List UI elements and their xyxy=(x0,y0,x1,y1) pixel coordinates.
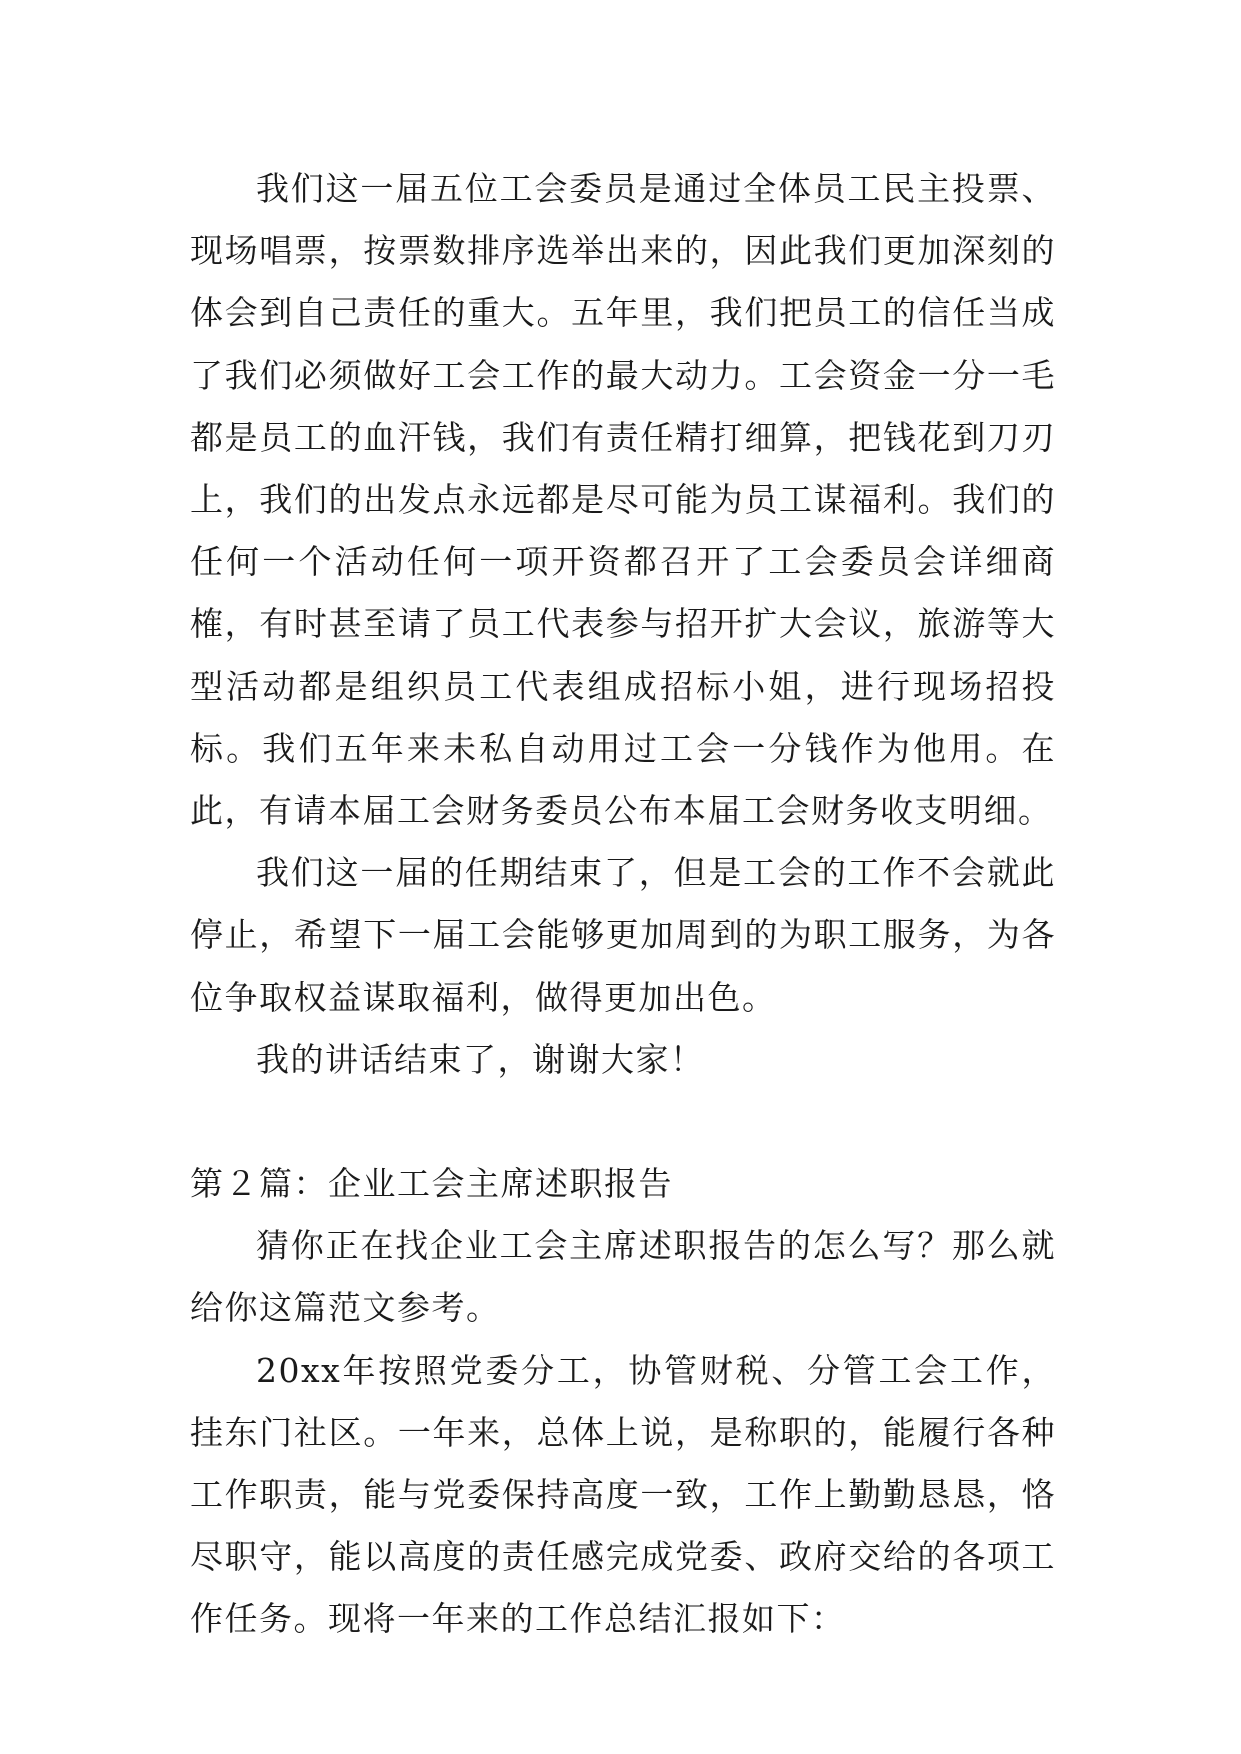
paragraph-intro: 猜你正在找企业工会主席述职报告的怎么写？那么就给你这篇范文参考。 xyxy=(190,1226,1056,1328)
document-page xyxy=(190,158,1056,1651)
paragraph-term-ending: 我们这一届的任期结束了，但是工会的工作不会就此停止，希望下一届工会能够更加周到的为职工服务，为各位争取权益谋取福利，做得更加出色。 xyxy=(190,853,1056,1017)
paragraph-report-summary: 20xx年按照党委分工，协管财税、分管工会工作，挂东门社区。一年来，总体上说，是称职的，能履行各种工作职责，能与党委保持高度一致，工作上勤勤恳恳，恪尽职守，能以高度的责任感完成党委、政府交给的各项工作任务。现将一年来的工作总结汇报如下： xyxy=(190,1350,1056,1639)
section-spacer xyxy=(190,1091,1056,1153)
paragraph-committee-election: 我们这一届五位工会委员是通过全体员工民主投票、现场唱票，按票数排序选举出来的，因此我们更加深刻的体会到自己责任的重大。五年里，我们把员工的信任当成了我们必须做好工会工作的最大动力。工会资金一分一毛都是员工的血汗钱，我们有责任精打细算，把钱花到刀刃上，我们的出发点永远都是尽可能为员工谋福利。我们的任何一个活动任何一项开资都召开了工会委员会详细商榷，有时甚至请了员工代表参与招开扩大会议，旅游等大型活动都是组织员工代表组成招标小姐，进行现场招投标。我们五年来未私自动用过工会一分钱作为他用。在此，有请本届工会财务委员公布本届工会财务收支明细。 xyxy=(190,169,1056,831)
section-heading: 第２篇：企业工会主席述职报告 xyxy=(190,1164,673,1204)
paragraph-closing-remarks: 我的讲话结束了，谢谢大家！ xyxy=(256,1039,705,1079)
